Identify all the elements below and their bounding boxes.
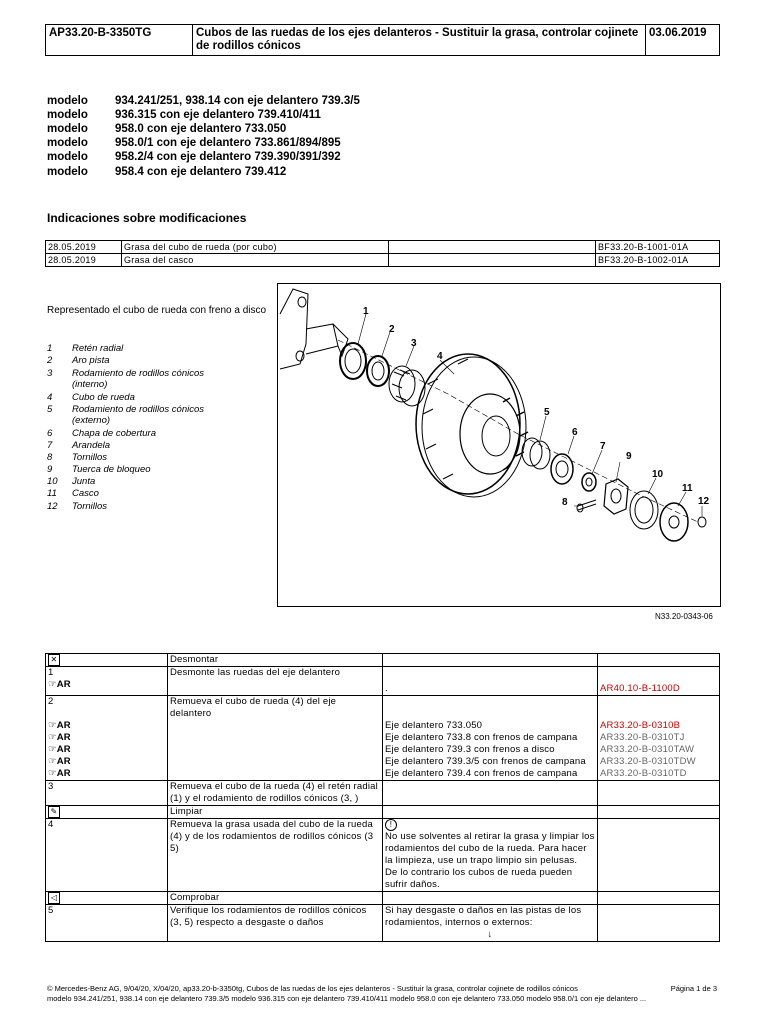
- legend-item: 6 Chapa de cobertura: [47, 428, 156, 439]
- table-row: 2 ☞AR ☞AR ☞AR ☞AR ☞AR Remueva el cubo de rueda (4) del eje delantero Eje delantero 733.050 Eje delantero 733.8 con frenos de campana Eje delantero 739.3 con frenos a disco Eje delantero 739.3/5 con frenos de campana Eje delantero 739.4 con frenos de campana AR33.20-B-0310B AR33.20-B-0310TJ AR33.20-B-0310TAW AR33.20-B-0310TDW AR33.20-B-0310TD: [46, 696, 720, 781]
- legend-item: 4 Cubo de rueda: [47, 392, 135, 403]
- arrow-down-icon: ↓: [487, 929, 493, 940]
- document-code: AP33.20-B-3350TG: [46, 25, 193, 56]
- document-title: Cubos de las ruedas de los ejes delanteros - Sustituir la grasa, controlar cojinete de rodillos cónicos: [193, 25, 646, 56]
- legend-item: 3 Rodamiento de rodillos cónicos (interno): [47, 368, 205, 390]
- check-icon: ◁: [48, 892, 60, 904]
- callout-1: 1: [363, 306, 369, 317]
- section-limpiar: Limpiar: [168, 806, 383, 819]
- ref-link[interactable]: AR33.20-B-0310B: [600, 720, 681, 731]
- callout-9: 9: [626, 451, 632, 462]
- change-ref-link[interactable]: BF33.20-B-1002-01A: [596, 254, 720, 267]
- legend-item: 5 Rodamiento de rodillos cónicos (externo): [47, 404, 205, 426]
- figure-caption: Representado el cubo de rueda con freno a disco: [47, 305, 267, 316]
- changes-table: [45, 240, 720, 267]
- desmontar-icon: ✕: [48, 654, 60, 666]
- table-row: [46, 892, 720, 905]
- exploded-view-figure: [277, 283, 721, 607]
- legend-item: 8 Tornillos: [47, 452, 108, 463]
- document-date: 03.06.2019: [646, 25, 720, 56]
- hand-pointer-icon: ☞: [48, 768, 57, 779]
- hand-pointer-icon: ☞: [48, 732, 57, 743]
- callout-12: 12: [698, 496, 710, 507]
- legend-item: 12 Tornillos: [47, 501, 108, 512]
- ref-link[interactable]: AR40.10-B-1100D: [598, 667, 720, 696]
- document-header: [45, 24, 720, 56]
- hand-pointer-icon: ☞: [48, 744, 57, 755]
- modelo-row: modelo 958.2/4 con eje delantero 739.390/391/392: [47, 151, 341, 163]
- table-row: [46, 654, 720, 667]
- hand-pointer-icon: ☞: [48, 679, 57, 690]
- ref-link[interactable]: AR33.20-B-0310TAW: [600, 744, 695, 755]
- hand-pointer-icon: ☞: [48, 720, 57, 731]
- callout-8: 8: [562, 497, 568, 508]
- callout-3: 3: [411, 338, 417, 349]
- table-row: 28.05.2019 Grasa del casco BF33.20-B-1002-01A: [46, 254, 720, 267]
- table-row: 1 ☞AR Desmonte las ruedas del eje delantero . AR40.10-B-1100D: [46, 667, 720, 696]
- warning-icon: !: [385, 819, 397, 831]
- section-comprobar: Comprobar: [168, 892, 383, 905]
- ref-link[interactable]: AR33.20-B-0310TD: [600, 768, 687, 779]
- ref-link[interactable]: AR33.20-B-0310TJ: [600, 732, 685, 743]
- wheel-hub-drawing: [278, 284, 720, 606]
- table-row: [46, 806, 720, 819]
- callout-2: 2: [389, 324, 395, 335]
- ref-link[interactable]: AR33.20-B-0310TDW: [600, 756, 696, 767]
- callout-6: 6: [572, 427, 578, 438]
- callout-4: 4: [437, 351, 443, 362]
- change-ref-link[interactable]: BF33.20-B-1001-01A: [596, 241, 720, 254]
- legend-item: 11 Casco: [47, 488, 99, 499]
- table-row: 3 Remueva el cubo de la rueda (4) el retén radial (1) y el rodamiento de rodillos cónicos (3, ): [46, 781, 720, 806]
- modelo-row: modelo 934.241/251, 938.14 con eje delantero 739.3/5: [47, 95, 360, 107]
- legend-item: 1 Retén radial: [47, 343, 124, 354]
- figure-code: N33.20-0343-06: [655, 612, 713, 621]
- callout-5: 5: [544, 407, 550, 418]
- clean-icon: ✎: [48, 806, 60, 818]
- legend-item: 10 Junta: [47, 476, 96, 487]
- legend-item: 9 Tuerca de bloqueo: [47, 464, 151, 475]
- footer-line-2: modelo 934.241/251, 938.14 con eje delantero 739.3/5 modelo 936.315 con eje delantero 739.410/411 modelo 958.0 con eje delantero 733.050 modelo 958.0/1 con eje delantero ...: [47, 994, 647, 1003]
- footer-line-1: © Mercedes-Benz AG, 9/04/20, X/04/20, ap33.20-b-3350tg, Cubos de las ruedas de los ejes delanteros - Sustituir la grasa, controlar cojinete de rodillos cónicos: [47, 984, 578, 993]
- steps-table: [45, 653, 720, 942]
- modelo-row: modelo 958.4 con eje delantero 739.412: [47, 166, 287, 178]
- section-desmontar: Desmontar: [168, 654, 383, 667]
- modelo-row: modelo 958.0/1 con eje delantero 733.861/894/895: [47, 137, 341, 149]
- callout-7: 7: [600, 441, 606, 452]
- callout-10: 10: [652, 469, 664, 480]
- section-title-indicaciones: Indicaciones sobre modificaciones: [47, 211, 247, 225]
- table-row: 5 Verifique los rodamientos de rodillos cónicos (3, 5) respecto a desgaste o daños Si hay desgaste o daños en las pistas de los rodamientos, internos o externos: ↓: [46, 905, 720, 942]
- page-footer: [47, 984, 722, 1004]
- table-row: 4 Remueva la grasa usada del cubo de la rueda (4) y de los rodamientos de rodillos cónicos (3 5) ! No use solventes al retirar la grasa y limpiar los rodamientos del cubo de la rueda. Para hacer la limpieza, use un trapo limpio sin pelusas. De lo contrario los cubos de rueda pueden sufrir daños.: [46, 819, 720, 892]
- modelo-row: modelo 936.315 con eje delantero 739.410/411: [47, 109, 321, 121]
- modelo-row: modelo 958.0 con eje delantero 733.050: [47, 123, 287, 135]
- table-row: 28.05.2019 Grasa del cubo de rueda (por cubo) BF33.20-B-1001-01A: [46, 241, 720, 254]
- hand-pointer-icon: ☞: [48, 756, 57, 767]
- legend-item: 2 Aro pista: [47, 355, 110, 366]
- callout-11: 11: [682, 483, 693, 494]
- page-number: Página 1 de 3: [670, 984, 717, 993]
- legend-item: 7 Arandela: [47, 440, 111, 451]
